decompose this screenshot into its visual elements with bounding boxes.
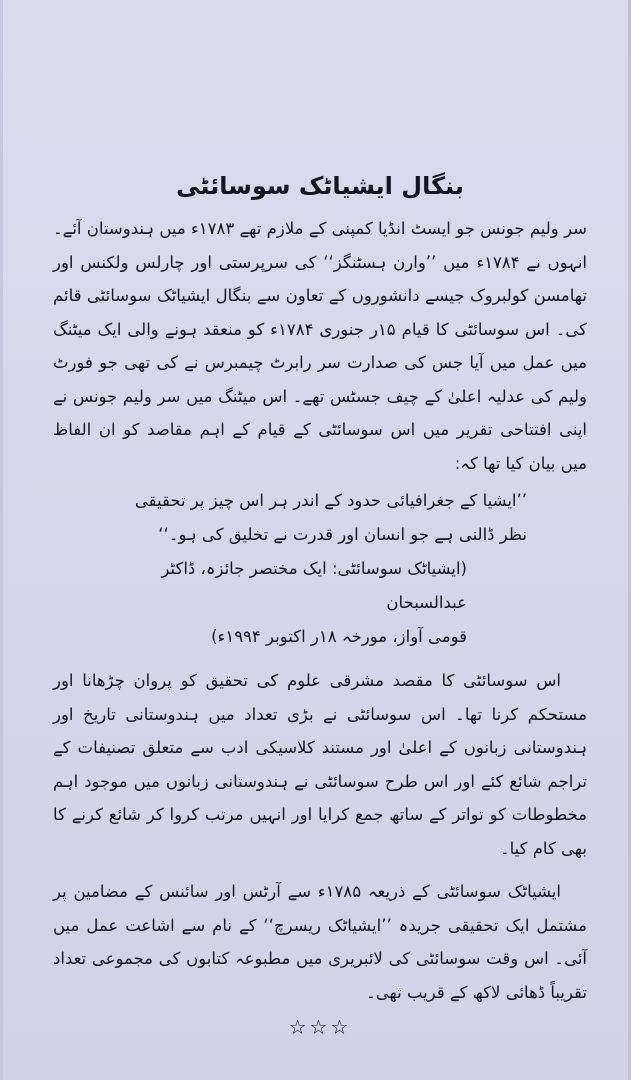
paragraph-journal: ایشیاٹک سوسائٹی کے ذریعہ ۱۷۸۵ء سے آرٹس اور سائنس کے مضامین پر مشتمل ایک تحقیقی جریدہ ’’ایشیاٹک ریسرچ‘‘ کے نام سے اشاعت عمل میں آئی۔ اس وقت سوسائٹی کی لائبریری میں مطبوعہ کتابوں کی مجموعی تعداد تقریباً ڈھائی لاکھ کے قریب تھی۔ [53, 882, 587, 1002]
page-title: بنگال ایشیاٹک سوسائٹی [176, 172, 464, 200]
star-ornament-icon: ☆☆☆ [288, 1015, 352, 1039]
citation-line-1: (ایشیاٹک سوسائٹی: ایک مختصر جائزہ، ڈاکٹر عبدالسبحان [161, 559, 467, 612]
citation-line-2: قومی آواز، مورخہ ۱۸ر اکتوبر ۱۹۹۴ء) [211, 627, 467, 646]
paragraph-intro: سر ولیم جونس جو ایسٹ انڈیا کمپنی کے ملازم تھے ۱۷۸۳ء میں ہندوستان آئے۔ انہوں نے ۱۷۸۴ء میں ’’وارن ہسٹنگز‘‘ کی سرپرستی اور چارلس ولکنس اور تھامسن کولبروک جیسے دانشوروں کے تعاون سے بنگال ایشیاٹک سوسائٹی قائم کی۔ اس سوسائٹی کا قیام ۱۵ر جنوری ۱۷۸۴ء کو منعقد ہونے والی ایک میٹنگ میں عمل میں آیا جس کی صدارت سر رابرٹ چیمبرس نے کی تھی جو فورٹ ولیم کی عدلیہ اعلیٰ کے چیف جسٹس تھے۔ اس میٹنگ میں سر ولیم جونس نے اپنی افتتاحی تقریر میں اس سوسائٹی کے قیام کے اہم مقاصد کو ان الفاظ میں بیان کیا تھا کہ: [53, 219, 587, 473]
page-content [53, 168, 587, 1039]
paragraph-objectives: اس سوسائٹی کا مقصد مشرقی علوم کی تحقیق کو پروان چڑھانا اور مستحکم کرنا تھا۔ اس سوسائٹی نے بڑی تعداد میں ہندوستانی تاریخ اور ہندوستانی زبانوں کے اعلیٰ اور مستند کلاسیکی ادب سے متعلق تصنیفات کے تراجم شائع کئے اور اس طرح سوسائٹی نے ہندوستانی زبانوں میں موجود اہم مخطوطات کو تواتر کے ساتھ جمع کرایا اور انہیں مرتب کروا کر شائع کرنے کا بھی کام کیا۔ [53, 671, 587, 858]
block-quote: ’’ایشیا کے جغرافیائی حدود کے اندر ہر اس چیز پر تحقیقی نظر ڈالنی ہے جو انسان اور قدرت نے تخلیق کی ہو۔‘‘ [134, 491, 527, 544]
